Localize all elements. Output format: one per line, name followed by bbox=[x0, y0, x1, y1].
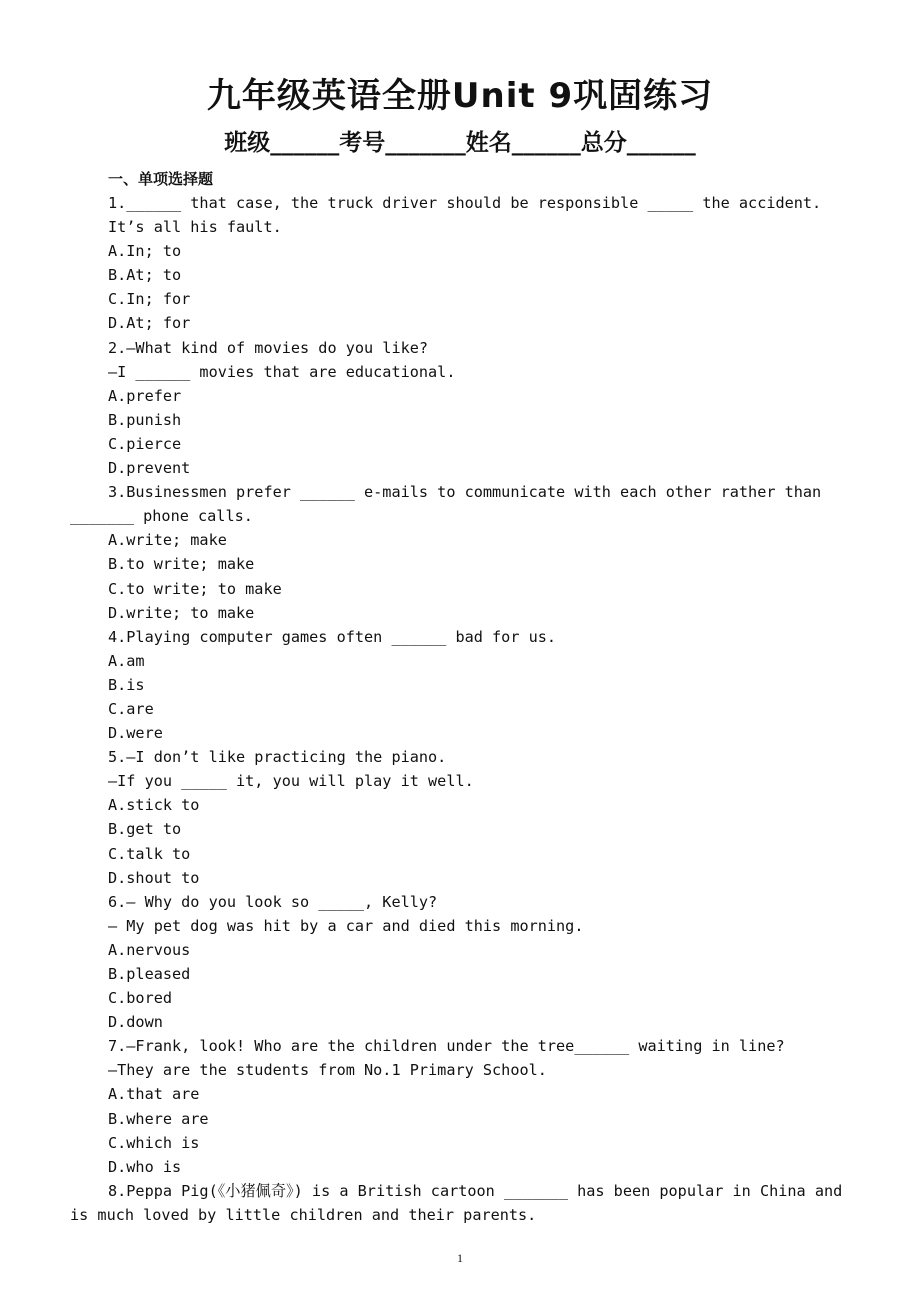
answer-option: A.write; make bbox=[108, 531, 227, 550]
question-stem: 2.—What kind of movies do you like? bbox=[108, 338, 429, 357]
question-item bbox=[70, 625, 890, 745]
question-item bbox=[70, 480, 890, 625]
page-number: 1 bbox=[457, 1251, 463, 1265]
question-stem: 6.— Why do you look so _____, Kelly? bbox=[108, 892, 438, 911]
question-item bbox=[70, 1034, 890, 1179]
question-item bbox=[70, 336, 890, 481]
section-heading: 一、单项选择题 bbox=[108, 170, 214, 188]
answer-option: B.punish bbox=[108, 410, 182, 429]
question-list bbox=[70, 191, 890, 1227]
answer-option: B.to write; make bbox=[108, 555, 255, 574]
answer-option: B.is bbox=[108, 675, 145, 694]
answer-option: C.are bbox=[108, 699, 154, 718]
question-stem-continued: _______ phone calls. bbox=[70, 507, 253, 526]
answer-option: A.prefer bbox=[108, 386, 182, 405]
question-stem: 8.Peppa Pig(《小猪佩奇》) is a British cartoon _______ has been popular in China and bbox=[108, 1181, 843, 1200]
question-stem-continued: is much loved by little children and their parents. bbox=[70, 1205, 537, 1224]
question-stem-continued: — My pet dog was hit by a car and died this morning. bbox=[108, 916, 584, 935]
answer-option: D.At; for bbox=[108, 314, 191, 333]
question-stem: 5.—I don’t like practicing the piano. bbox=[108, 748, 447, 767]
answer-option: B.get to bbox=[108, 820, 182, 839]
answer-option: D.who is bbox=[108, 1157, 182, 1176]
page-title: 九年级英语全册Unit 9巩固练习 bbox=[206, 76, 714, 116]
answer-option: B.pleased bbox=[108, 965, 191, 983]
answer-option: C.bored bbox=[108, 989, 173, 1008]
question-item bbox=[70, 890, 890, 1035]
answer-option: A.am bbox=[108, 651, 145, 670]
question-stem-continued: —If you _____ it, you will play it well. bbox=[108, 772, 474, 791]
answer-option: C.talk to bbox=[108, 844, 191, 863]
question-item bbox=[70, 745, 890, 890]
answer-option: D.shout to bbox=[108, 868, 200, 887]
question-stem-continued: It’s all his fault. bbox=[108, 218, 282, 237]
answer-option: C.which is bbox=[108, 1133, 200, 1152]
question-stem: 7.—Frank, look! Who are the children under the tree______ waiting in line? bbox=[108, 1037, 785, 1056]
answer-option: C.pierce bbox=[108, 434, 182, 453]
answer-option: D.down bbox=[108, 1013, 163, 1032]
question-stem: 4.Playing computer games often ______ bad for us. bbox=[108, 627, 557, 646]
question-stem-continued: —They are the students from No.1 Primary School. bbox=[108, 1061, 547, 1080]
question-item bbox=[70, 1179, 890, 1227]
answer-option: D.were bbox=[108, 724, 163, 743]
question-stem-continued: —I ______ movies that are educational. bbox=[108, 362, 456, 381]
answer-option: A.that are bbox=[108, 1085, 200, 1104]
answer-option: A.stick to bbox=[108, 796, 200, 815]
answer-option: A.nervous bbox=[108, 940, 191, 959]
answer-option: B.At; to bbox=[108, 266, 182, 285]
answer-option: D.write; to make bbox=[108, 603, 255, 622]
answer-option: C.to write; to make bbox=[108, 579, 282, 598]
student-info-line: 班级______考号_______姓名______总分______ bbox=[224, 130, 696, 156]
answer-option: A.In; to bbox=[108, 242, 182, 261]
answer-option: B.where are bbox=[108, 1109, 209, 1128]
question-stem: 3.Businessmen prefer ______ e-mails to communicate with each other rather than bbox=[108, 483, 822, 502]
answer-option: C.In; for bbox=[108, 290, 191, 309]
question-stem: 1.______ that case, the truck driver should be responsible _____ the accident. bbox=[108, 194, 822, 212]
question-item bbox=[70, 191, 890, 336]
answer-option: D.prevent bbox=[108, 459, 191, 478]
